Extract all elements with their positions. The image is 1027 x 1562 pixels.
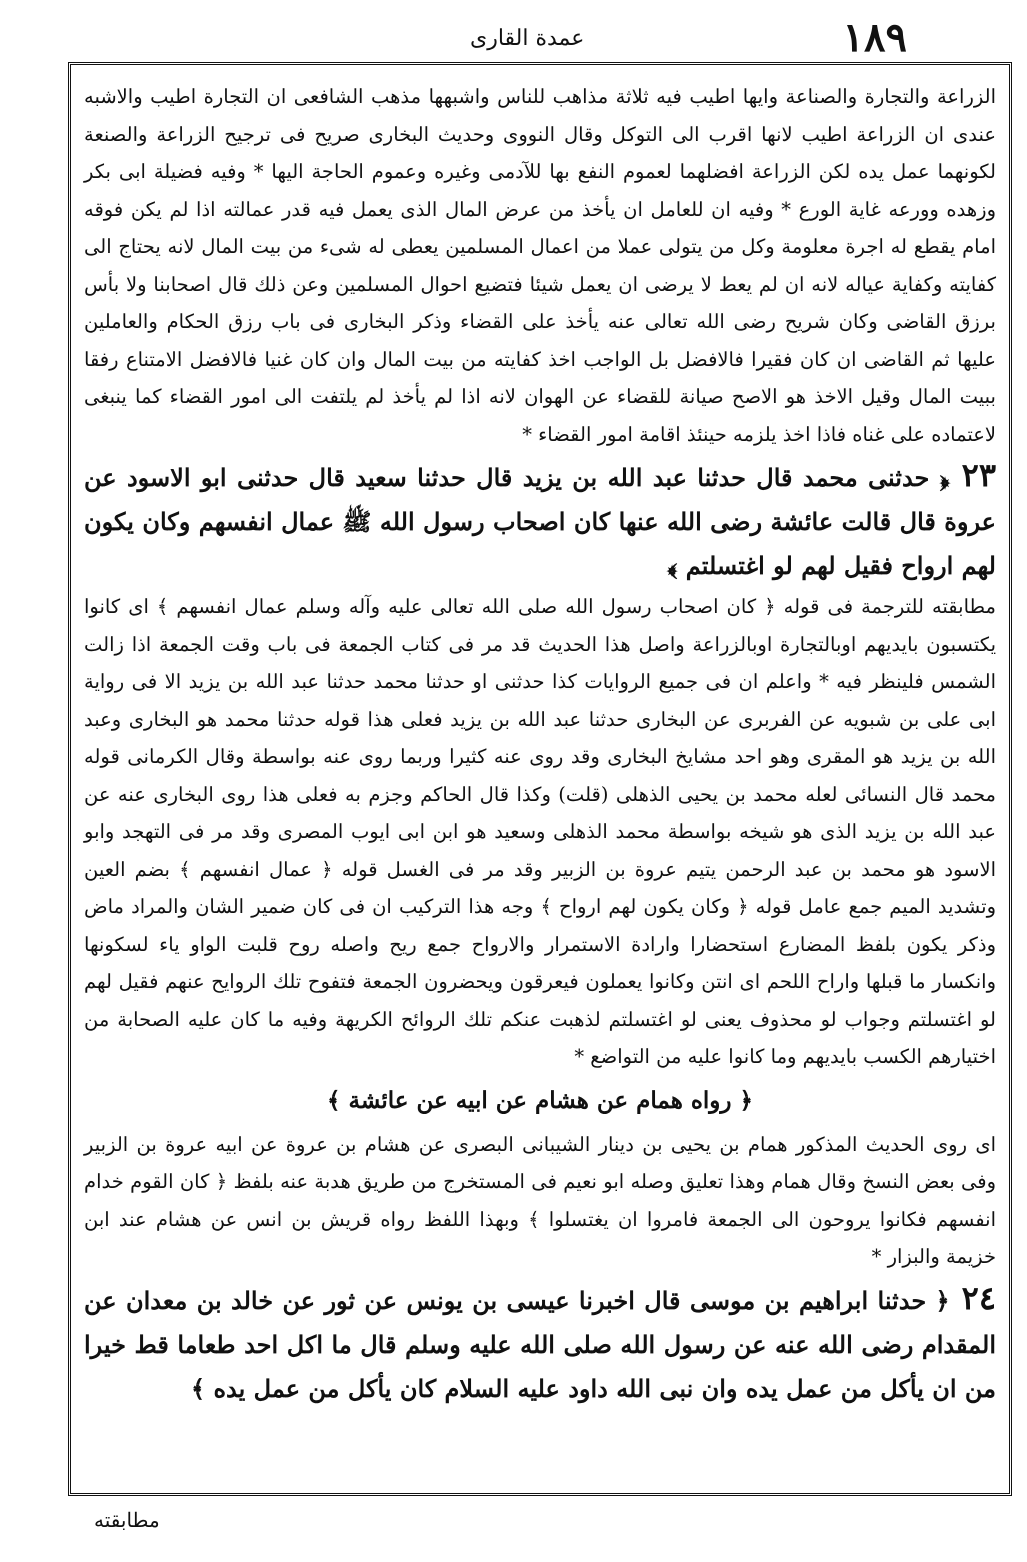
catchword: مطابقته xyxy=(94,1508,160,1532)
narration-note: ﴿ رواه همام عن هشام عن ابيه عن عائشة ﴾ xyxy=(327,1086,753,1114)
page-header xyxy=(0,0,1027,62)
hadith-23 xyxy=(84,453,996,588)
commentary-paragraph-2: مطابقته للترجمة فی قوله ﴿ كان اصحاب رسول الله صلی الله تعالی عليه وآله وسلم عمال انفسهم ﴾ ای كانوا يكتسبون بايديهم اوبالتجارة اوبالزراعة واصل هذا الحديث قد مر فی كتاب الجمعة فی باب وقت الجمعة اذا زالت الشمس فلينظر فيه * واعلم ان فی جميع الروايات كذا حدثنی او حدثنا محمد حدثنا عبد الله بن يزيد الا فی رواية ابی علی بن شبويه عن الفربری عن البخاری حدثنا عبد الله بن يزيد فعلی هذا قوله حدثنا محمد هو البخاری وعبد الله بن يزيد هو المقری وهو احد مشايخ البخاری وقد روی عنه كثيرا وربما روی عنه بواسطة وقال الكرمانی قوله محمد قال النسائی لعله محمد بن يحيی الذهلی (قلت) وكذا قال الحاكم وجزم به فعلی هذا روی البخاری عنه عن عبد الله بن يزيد الذی هو شيخه بواسطة محمد الذهلی وسعيد هو ابن ابی ايوب المصری وقد مر فی التهجد وابو الاسود هو محمد بن عبد الرحمن يتيم عروة بن الزبير وقد مر فی الغسل قوله ﴿ عمال انفسهم ﴾ بضم العين وتشديد الميم جمع عامل قوله ﴿ وكان يكون لهم ارواح ﴾ وجه هذا التركيب ان فی كان ضمير الشان والمراد ماض وذكر يكون بلفظ المضارع استحضارا وارادة الاستمرار والارواح جمع ريح واصله روح قلبت الواو ياء لسكونها وانكسار ما قبلها واراح اللحم ای انتن وكانوا يعملون فيعرقون ويحضرون الجمعة فتفوح تلك الروايح عنهم فقيل لهم لو اغتسلتم وجواب لو محذوف يعنی لو اغتسلتم لذهبت عنكم تلك الروائح الكريهة وفيه ما كان عليه الصحابة من اختيارهم الكسب بايديهم وما كانوا عليه من التواضع * xyxy=(84,595,997,1068)
page-number: ١٨٩ xyxy=(842,14,907,61)
commentary-paragraph-1: الزراعة والتجارة والصناعة وايها اطيب فيه ثلاثة مذاهب للناس واشبهها مذهب الشافعی ان التجارة اطيب والاشبه عندی ان الزراعة اطيب لانها اقرب الی التوكل وقال النووی وحديث البخاری صريح فی ترجيح الزراعة والصنعة لكونهما عمل يده لكن الزراعة افضلهما لعموم النفع بها للآدمی وغيره وعموم الحاجة اليها * وفيه فضيلة ابی بكر وزهده وورعه غاية الورع * وفيه ان للعامل ان يأخذ من عرض المال الذی يعمل فيه قدر عمالته اذا لم يكن فوقه امام يقطع له اجرة معلومة وكل من يتولی عملا من اعمال المسلمين يعطی له شیء من بيت المال لانه يحتاج الی كفايته وكفاية عياله لانه ان لم يعط لا يرضی ان يعمل شيئا فتضيع احوال المسلمين وعن ذلك قال اصحابنا ولا بأس برزق القاضی وكان شريح رضی الله تعالی عنه يأخذ علی القضاء وذكر البخاری فی باب رزق الحكام والعاملين عليها ثم القاضی ان كان فقيرا فالافضل بل الواجب اخذ كفايته من بيت المال وان كان غنيا فالافضل الامتناع رفقا ببيت المال وقيل الاخذ هو الاصح صيانة للقضاء عن الهوان لانه اذا لم يأخذ لم يلتفت الی امور القضاء كما ينبغی لاعتماده علی غناه فاذا اخذ يلزمه حينئذ اقامة امور القضاء * xyxy=(84,85,996,446)
hadith-24 xyxy=(84,1276,996,1411)
commentary-paragraph-3: ای روی الحديث المذكور همام بن يحيی بن دينار الشيبانی البصری عن هشام بن عروة عن ابيه عروة بن الزبير وفی بعض النسخ وقال همام وهذا تعليق وصله ابو نعيم فی المستخرج من طريق هدبة عنه بلفظ ﴿ كان القوم خدام انفسهم فكانوا يروحون الی الجمعة فامروا ان يغتسلوا ﴾ وبهذا اللفظ رواه قريش بن انس عن هشام عند ابن خزيمة والبزار * xyxy=(84,1132,996,1268)
page-body xyxy=(84,78,996,1411)
hadith-23-number: ٢٣ xyxy=(961,456,996,494)
running-title: عمدة القاری xyxy=(470,26,585,51)
hadith-24-number: ٢٤ xyxy=(961,1278,996,1317)
hadith-24-text: ﴿ حدثنا ابراهيم بن موسی قال اخبرنا عيسی بن يونس عن ثور عن خالد بن معدان عن المقدام رضی الله عنه عن رسول الله صلی الله عليه وسلم قال ما اكل احد طعاما قط خيرا من ان يأكل من عمل يده وان نبی الله داود عليه السلام كان يأكل من عمل يده ﴾ xyxy=(84,1285,996,1403)
hadith-23-text: ﴿ حدثنی محمد قال حدثنا عبد الله بن يزيد قال حدثنا سعيد قال حدثنی ابو الاسود عن عروة قال قالت عائشة رضی الله عنها كان اصحاب رسول الله ﷺ عمال انفسهم وكان يكون لهم ارواح فقيل لهم لو اغتسلتم ﴾ xyxy=(84,463,997,580)
